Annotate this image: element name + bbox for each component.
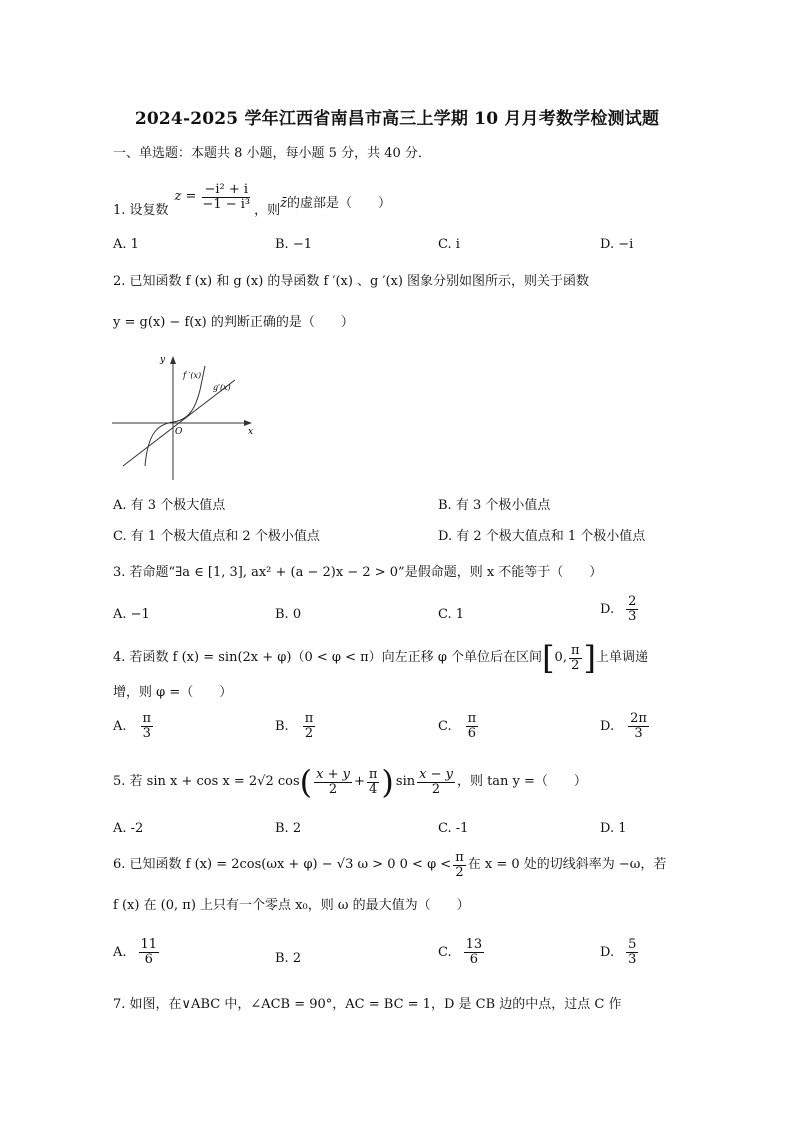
page-title: 2024-2025 学年江西省南昌市高三上学期 10 月月考数学检测试题 [134, 109, 660, 129]
q5-frac-1 [314, 768, 352, 797]
q5-frac-2 [367, 768, 380, 797]
q4-option-d [600, 712, 651, 741]
q4-bracket-left: [ [542, 639, 555, 677]
q5-frac-3 [417, 768, 455, 797]
q4-option-a-label: A. [113, 718, 127, 734]
q4-option-c-label: C. [438, 718, 452, 734]
q6-option-a [113, 938, 161, 967]
q5-frac-1-den: 2 [328, 781, 338, 797]
q5-line [113, 762, 587, 802]
q5-option-a: A. -2 [113, 821, 144, 836]
q1-zbar: z̄ [280, 196, 287, 211]
origin-label: O [175, 427, 183, 437]
q4-option-a-fraction [141, 712, 154, 741]
q1-option-b: B. −1 [275, 237, 312, 252]
q4-option-b-fraction [303, 712, 316, 741]
q1-prefix: 1. 设复数 [113, 203, 169, 218]
q5-pre: 5. 若 sin x + cos x = 2√2 cos [113, 774, 300, 789]
x-axis-arrow [244, 420, 252, 426]
question-1 [113, 176, 391, 222]
q7-line: 7. 如图，在∨ABC 中，∠ACB = 90°，AC = BC = 1，D 是 CB 边的中点，过点 C 作 [113, 997, 622, 1012]
q1-numerator: −i² + i [204, 181, 249, 197]
q2-option-a: A. 有 3 个极大值点 [113, 498, 226, 513]
q1-denominator: −1 − i³ [202, 196, 251, 212]
q2-line-2: y = g(x) − f(x) 的判断正确的是（ ） [113, 315, 354, 330]
q4-option-d-label: D. [600, 718, 615, 734]
q6-option-d-label: D. [600, 944, 615, 960]
q6-option-d [600, 938, 640, 967]
q6-option-a-label: A. [113, 944, 127, 960]
q1-z: z = [174, 189, 197, 204]
q5-paren-left: ( [299, 763, 313, 801]
q5-sin: sin [395, 774, 416, 789]
q3-option-d [600, 595, 640, 624]
q2-option-c: C. 有 1 个极大值点和 2 个极小值点 [113, 529, 320, 544]
q3-option-d-num: 2 [628, 594, 637, 609]
q1-option-d: D. −i [600, 237, 634, 252]
q4-option-b [275, 712, 317, 741]
q6-option-a-fraction [139, 938, 160, 967]
q4-option-c-den: 6 [467, 726, 477, 741]
q6-option-c [438, 938, 486, 967]
x-axis-label: x [248, 427, 254, 437]
q6-option-a-num: 11 [140, 937, 158, 952]
q4-option-b-label: B. [275, 718, 289, 734]
q4-line-1-post: 上单调递 [595, 650, 648, 665]
q4-option-c-num: π [467, 711, 477, 726]
q1-option-a: A. 1 [113, 237, 139, 252]
q4-option-d-den: 3 [634, 726, 643, 741]
q4-option-b-den: 2 [304, 726, 314, 741]
y-axis-arrow [170, 356, 176, 364]
q4-option-b-num: π [304, 711, 314, 726]
q6-line-1-pre: 6. 已知函数 f (x) = 2cos(ωx + φ) − √3 ω > 0 0 < φ < [113, 857, 452, 872]
q4-option-a-num: π [142, 711, 152, 726]
q5-option-c: C. -1 [438, 821, 469, 836]
q6-line-1-post: 在 x = 0 处的切线斜率为 −ω，若 [467, 857, 667, 872]
q4-interval-den: 2 [571, 657, 580, 673]
q4-interval-fraction [569, 644, 582, 673]
q6-option-d-den: 3 [628, 952, 637, 967]
q5-post: ，则 tan y =（ ） [456, 774, 587, 789]
q6-option-d-num: 5 [628, 937, 637, 952]
section-heading: 一、单选题：本题共 8 小题，每小题 5 分，共 40 分． [113, 146, 431, 161]
q6-frac [453, 851, 466, 880]
f-prime-curve [145, 366, 205, 466]
q3-option-a: A. −1 [113, 607, 150, 622]
y-axis-label: y [160, 355, 166, 365]
q2-derivative-graph [110, 350, 255, 485]
q5-frac-1-num: x + y [316, 766, 350, 782]
q6-option-c-label: C. [438, 944, 452, 960]
g-prime-label: g′(x) [213, 383, 231, 392]
q3-option-d-fraction [626, 595, 638, 624]
q5-frac-3-den: 2 [431, 781, 441, 797]
q4-option-a [113, 712, 155, 741]
q1-fraction [200, 183, 252, 212]
q4-interval-num: π [570, 642, 580, 658]
f-prime-label: f ′(x) [183, 371, 202, 380]
q4-option-a-den: 3 [142, 726, 151, 741]
q4-line-1-pre: 4. 若函数 f (x) = sin(2x + φ)（0 < φ < π）向左正移 φ 个单位后在区间 [113, 650, 543, 665]
q4-line-1 [113, 641, 648, 675]
q5-option-b: B. 2 [275, 821, 302, 836]
q6-option-d-fraction [626, 938, 638, 967]
q4-option-c [438, 712, 480, 741]
q6-option-b: B. 2 [275, 951, 302, 966]
q4-option-d-fraction [628, 712, 649, 741]
q6-frac-den: 2 [455, 864, 464, 880]
q5-plus: + [353, 774, 365, 789]
q5-paren-right: ) [381, 763, 394, 801]
q6-option-c-num: 13 [465, 937, 483, 952]
q3-option-d-label: D. [600, 601, 615, 617]
q4-interval-left: 0, [554, 650, 567, 665]
q4-bracket-right: ] [583, 639, 596, 677]
q3-option-c: C. 1 [438, 607, 465, 622]
q1-mid: ，则 [254, 203, 281, 218]
q3-line: 3. 若命题“∃a ∈ [1, 3], ax² + (a − 2)x − 2 > 0”是假命题，则 x 不能等于（ ） [113, 565, 603, 580]
q2-option-b: B. 有 3 个极小值点 [438, 498, 551, 513]
q4-option-c-fraction [466, 712, 479, 741]
q6-line-2: f (x) 在 (0, π) 上只有一个零点 x₀，则 ω 的最大值为（ ） [113, 898, 470, 913]
q3-option-d-den: 3 [628, 609, 637, 624]
q3-option-b: B. 0 [275, 607, 302, 622]
q6-line-1 [113, 848, 666, 882]
q5-option-d: D. 1 [600, 821, 627, 836]
q6-option-c-den: 6 [469, 952, 479, 967]
q6-frac-num: π [455, 849, 464, 865]
q2-option-d: D. 有 2 个极大值点和 1 个极小值点 [438, 529, 646, 544]
q4-line-2: 增，则 φ =（ ） [113, 685, 233, 700]
q1-option-c: C. i [438, 237, 460, 252]
q5-frac-2-den: 4 [369, 781, 378, 797]
q1-suffix: 的虚部是（ ） [287, 196, 392, 211]
q6-option-c-fraction [464, 938, 485, 967]
q6-option-a-den: 6 [144, 952, 153, 967]
q2-line-1: 2. 已知函数 f (x) 和 g (x) 的导函数 f ′(x) 、g ′(x) 图象分别如图所示，则关于函数 [113, 274, 590, 289]
q5-frac-2-num: π [368, 766, 378, 782]
q4-option-d-num: 2π [630, 711, 647, 726]
q5-frac-3-num: x − y [419, 766, 453, 782]
